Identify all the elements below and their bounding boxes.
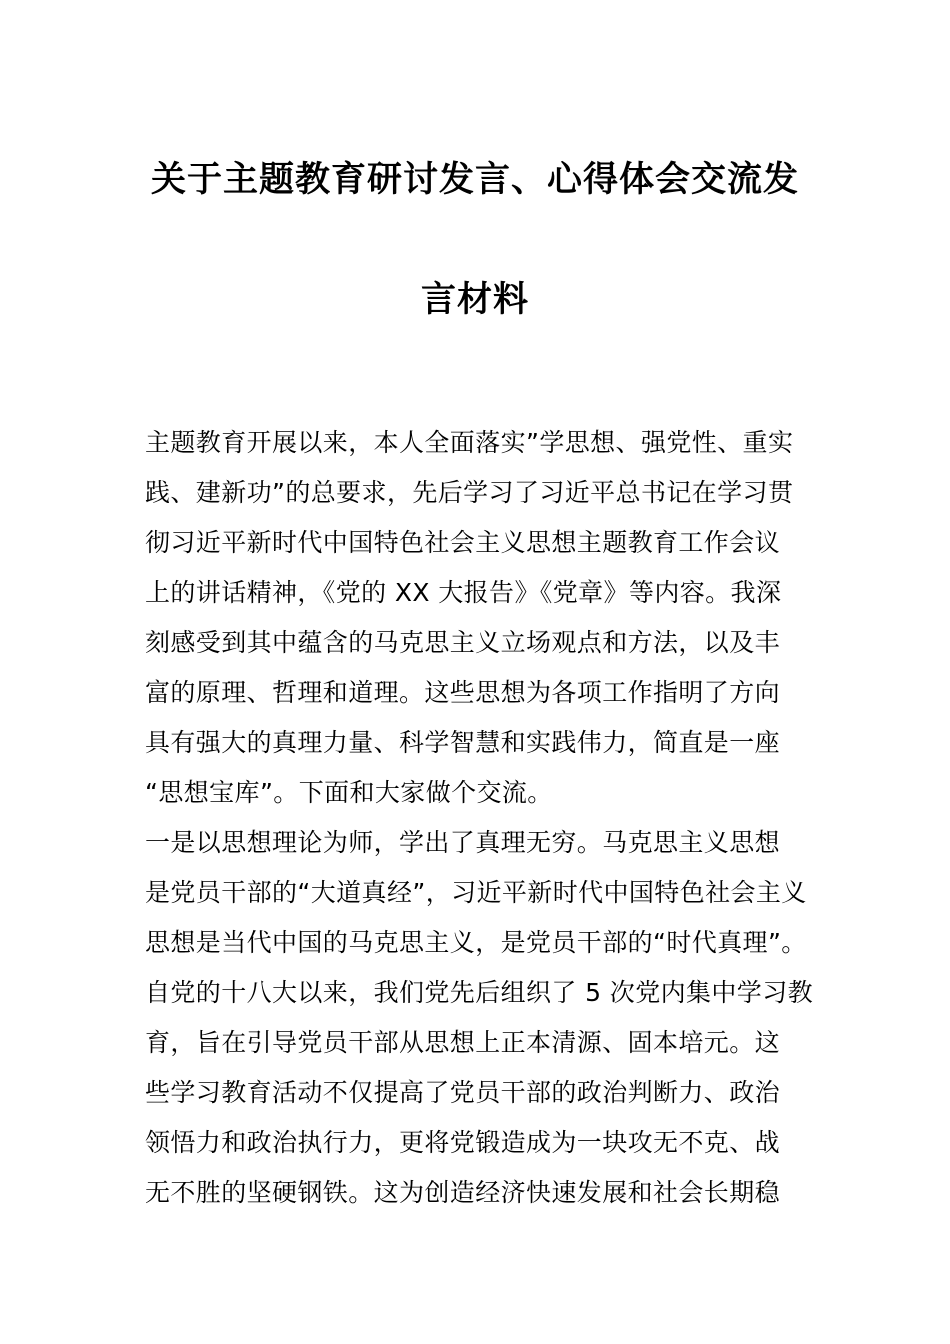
body-line: 是党员干部的“大道真经”，习近平新时代中国特色社会主义 [145, 878, 807, 907]
body-line: 无不胜的坚硬钢铁。这为创造经济快速发展和社会长期稳 [145, 1178, 781, 1207]
body-line: 育，旨在引导党员干部从思想上正本清源、固本培元。这 [145, 1028, 781, 1057]
document-title-line-1: 关于主题教育研讨发言、心得体会交流发 [150, 160, 799, 200]
body-line: 自党的十八大以来，我们党先后组织了 5 次党内集中学习教 [145, 978, 814, 1007]
body-line: 刻感受到其中蕴含的马克思主义立场观点和方法，以及丰 [145, 628, 781, 657]
body-line: 践、建新功”的总要求，先后学习了习近平总书记在学习贯 [145, 478, 794, 507]
document-title-line-2: 言材料 [420, 280, 529, 320]
document-body [145, 418, 814, 1218]
body-line: “思想宝库”。下面和大家做个交流。 [145, 778, 553, 807]
body-line: 些学习教育活动不仅提高了党员干部的政治判断力、政治 [145, 1078, 781, 1107]
body-line: 彻习近平新时代中国特色社会主义思想主题教育工作会议 [145, 528, 781, 557]
body-line: 主题教育开展以来，本人全面落实”学思想、强党性、重实 [145, 428, 794, 457]
body-line: 思想是当代中国的马克思主义，是党员干部的“时代真理”。 [145, 928, 807, 957]
body-line: 具有强大的真理力量、科学智慧和实践伟力，简直是一座 [145, 728, 781, 757]
body-line: 上的讲话精神，《党的 XX 大报告》《党章》等内容。我深 [145, 578, 782, 607]
body-line: 领悟力和政治执行力，更将党锻造成为一块攻无不克、战 [145, 1128, 781, 1157]
body-line: 一是以思想理论为师，学出了真理无穷。马克思主义思想 [145, 828, 781, 857]
body-line: 富的原理、哲理和道理。这些思想为各项工作指明了方向 [145, 678, 781, 707]
